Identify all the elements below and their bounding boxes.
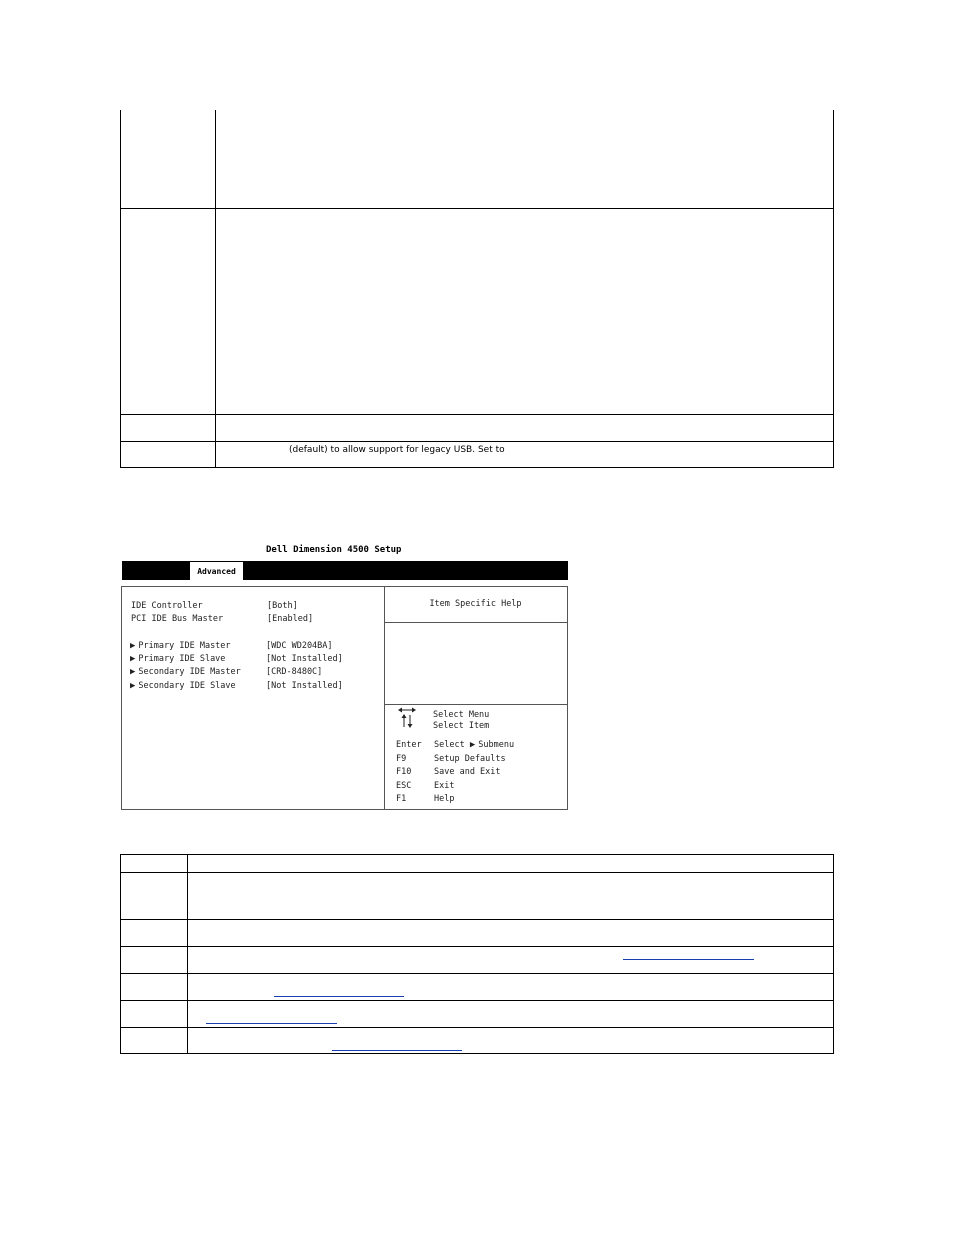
- row-divider: [121, 1027, 833, 1028]
- navigation-arrows-icon: [398, 706, 416, 728]
- row-divider: [121, 414, 833, 415]
- row-divider: [121, 1000, 833, 1001]
- bios-panel: IDE Controller [Both] PCI IDE Bus Master [Enabled] ▶ Primary IDE Master [WDC WD204BA] ▶ Primary IDE Slave [Not Installed] ▶ Secondary IDE Master [CRD-8480C] ▶ Secondary IDE Slave [Not Installed] Item Specific Help Select Menu Select Item Enter Select ▶ Submenu F9 Setup Defaults F10 Save and Exit ESC Exit F1 Help: [121, 586, 568, 810]
- submenu-arrow-icon: ▶: [130, 681, 136, 691]
- panel-divider: [384, 587, 385, 809]
- link-underline[interactable]: [623, 959, 754, 960]
- item-specific-help-title: Item Specific Help: [429, 599, 522, 609]
- settings-table-bottom: [120, 854, 834, 1054]
- row-divider: [121, 441, 833, 442]
- submenu-arrow-icon: ▶: [130, 641, 136, 651]
- row-divider: [121, 946, 833, 947]
- link-underline[interactable]: [274, 996, 404, 997]
- submenu-arrow-icon: ▶: [130, 667, 136, 677]
- tab-advanced[interactable]: Advanced: [190, 562, 243, 580]
- row-divider: [121, 973, 833, 974]
- row-divider: [121, 208, 833, 209]
- help-divider: [384, 622, 567, 623]
- row-divider: [121, 919, 833, 920]
- column-divider: [187, 855, 188, 1053]
- nav-select-item: Select Item: [433, 721, 490, 731]
- settings-table-top: [120, 110, 834, 468]
- link-underline[interactable]: [206, 1023, 337, 1024]
- submenu-arrow-icon: ▶: [469, 740, 476, 750]
- bios-title: Dell Dimension 4500 Setup: [266, 545, 402, 555]
- row-divider: [121, 872, 833, 873]
- usb-legacy-description: (default) to allow support for legacy USB. Set to: [289, 445, 505, 455]
- submenu-arrow-icon: ▶: [130, 654, 136, 664]
- help-divider: [384, 704, 567, 705]
- nav-select-menu: Select Menu: [433, 710, 490, 720]
- bios-menu-bar: [122, 561, 568, 580]
- link-underline[interactable]: [332, 1050, 462, 1051]
